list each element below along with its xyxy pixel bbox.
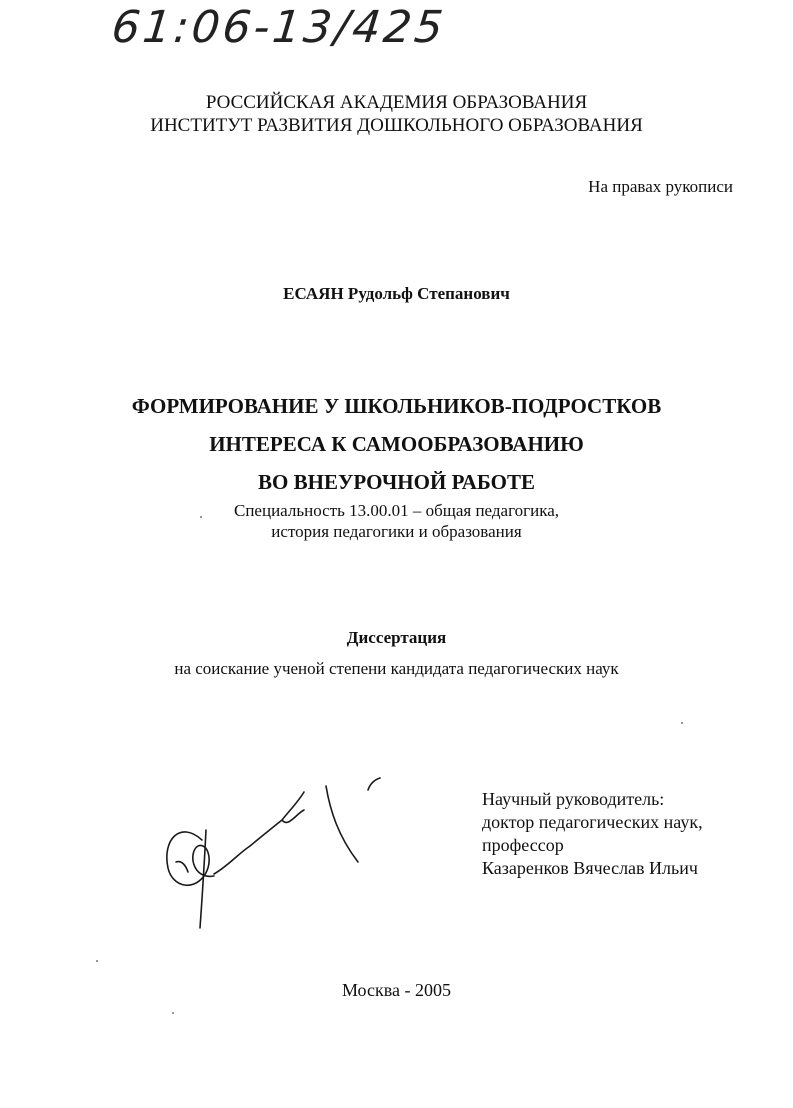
advisor-line-1: Научный руководитель:	[482, 789, 665, 809]
author-name: ЕСАЯН Рудольф Степанович	[283, 284, 510, 303]
title-line-3: ВО ВНЕУРОЧНОЙ РАБОТЕ	[258, 470, 535, 494]
scientific-advisor-block	[482, 788, 703, 880]
scan-speck	[200, 516, 202, 518]
document-type: Диссертация	[346, 628, 447, 647]
scan-speck	[96, 960, 98, 962]
specialty-block	[0, 500, 793, 542]
organization-header	[0, 91, 793, 137]
scan-speck	[172, 1012, 174, 1014]
title-line-2: ИНТЕРЕСА К САМООБРАЗОВАНИЮ	[209, 432, 584, 456]
signature-image	[158, 770, 388, 940]
organization-line-2: ИНСТИТУТ РАЗВИТИЯ ДОШКОЛЬНОГО ОБРАЗОВАНИЯ	[150, 115, 643, 136]
title-line-1: ФОРМИРОВАНИЕ У ШКОЛЬНИКОВ-ПОДРОСТКОВ	[131, 394, 662, 418]
archive-code-handwritten: 61:06-13/425	[109, 2, 449, 53]
manuscript-rights-note: На правах рукописи	[588, 177, 733, 196]
advisor-line-3: профессор	[482, 835, 564, 855]
organization-line-1: РОССИЙСКАЯ АКАДЕМИЯ ОБРАЗОВАНИЯ	[205, 92, 588, 113]
specialty-line-1: Специальность 13.00.01 – общая педагогика,	[234, 501, 559, 520]
city-year: Москва - 2005	[342, 980, 451, 1000]
scan-speck	[681, 722, 683, 724]
dissertation-title	[0, 387, 793, 501]
advisor-line-4: Казаренков Вячеслав Ильич	[482, 858, 698, 878]
specialty-line-2: история педагогики и образования	[271, 522, 522, 541]
degree-statement: на соискание ученой степени кандидата педагогических наук	[174, 659, 619, 678]
advisor-line-2: доктор педагогических наук,	[482, 812, 703, 832]
